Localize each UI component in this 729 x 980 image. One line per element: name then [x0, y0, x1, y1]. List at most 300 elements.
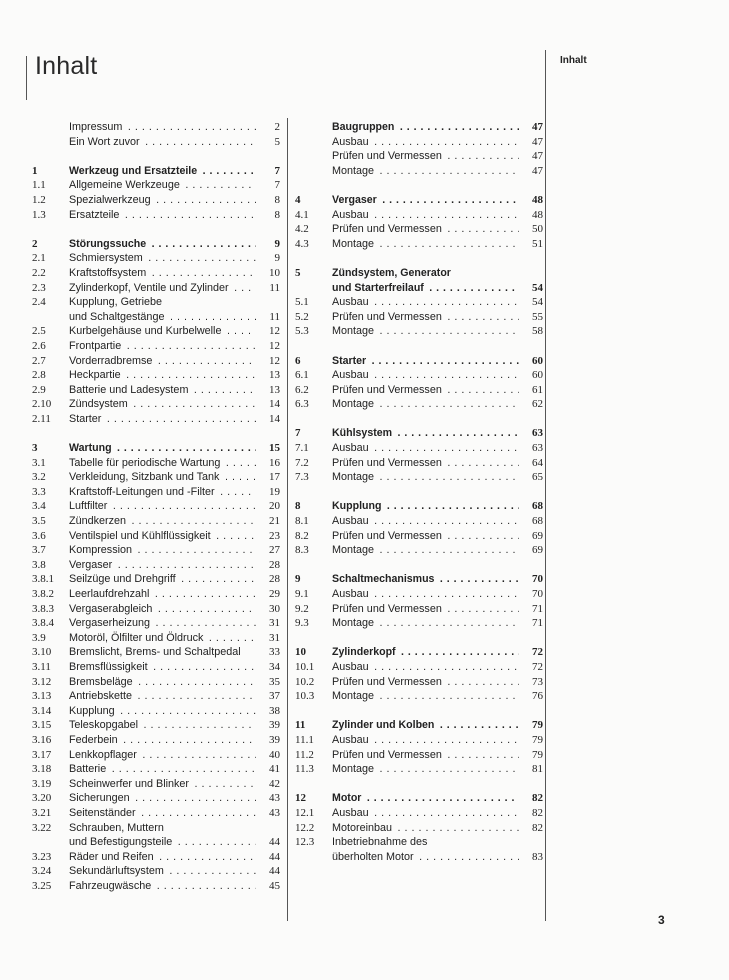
- toc-entry: [295, 499, 543, 514]
- toc-entry-number: 9.2: [295, 602, 309, 615]
- toc-entry-title: [332, 660, 543, 675]
- toc-entry: [32, 558, 280, 573]
- toc-entry-number: 2.10: [32, 398, 52, 411]
- toc-entry-title-text: Ausbau: [332, 588, 369, 600]
- toc-entry-title-text: Störungssuche: [69, 237, 147, 250]
- toc-entry-number: 10: [295, 646, 306, 659]
- toc-entry-title: [69, 718, 280, 733]
- toc-entry: [32, 441, 280, 456]
- toc-entry-title: [332, 835, 543, 850]
- toc-entry-page: 82: [519, 806, 543, 821]
- toc-entry-number: 5.2: [295, 310, 309, 323]
- toc-entry-number: 4.2: [295, 223, 309, 236]
- toc-entry-title: [69, 762, 280, 777]
- toc-entry-title-text: Batterie: [69, 763, 107, 776]
- toc-entry-page: 29: [256, 587, 280, 602]
- toc-entry-number: 11.1: [295, 733, 314, 746]
- toc-entry-number: 12.2: [295, 821, 315, 834]
- toc-entry-title-text: Ersatzteile: [69, 208, 120, 221]
- toc-entry-number: 11: [295, 719, 306, 732]
- toc-entry-page: 50: [519, 222, 543, 237]
- toc-entry-title-text: Zylinderkopf: [332, 646, 396, 659]
- toc-entry: [32, 456, 280, 471]
- toc-entry: [295, 368, 543, 383]
- toc-entry-title-text: Zylinder und Kolben: [332, 719, 435, 732]
- title-divider-line: [26, 56, 27, 100]
- toc-entry: [32, 718, 280, 733]
- toc-entry-title: [69, 295, 280, 310]
- toc-entry-title-text: Kupplung, Getriebe: [69, 296, 163, 309]
- toc-entry-title-text: Ausbau: [332, 296, 369, 309]
- toc-entry-page: 2: [256, 120, 280, 135]
- toc-entry-title: [332, 499, 543, 514]
- toc-entry-title: [69, 266, 280, 281]
- toc-entry-number: 9.3: [295, 617, 309, 630]
- toc-entry: [32, 324, 280, 339]
- toc-entry-title-text: Montage: [332, 617, 375, 630]
- toc-entry-title: [332, 762, 543, 777]
- toc-entry: [295, 383, 543, 398]
- toc-entry-number: 5.1: [295, 296, 309, 309]
- toc-entry-number: 4.1: [295, 208, 309, 221]
- toc-entry-title-text: Ausbau: [332, 442, 369, 455]
- toc-entry-title: [332, 193, 543, 208]
- toc-entry-number: 2.3: [32, 281, 46, 294]
- toc-entry-page: 69: [519, 543, 543, 558]
- toc-entry-title-text: Montage: [332, 544, 375, 557]
- toc-entry: [32, 208, 280, 223]
- toc-entry: [32, 748, 280, 763]
- toc-entry-title-text: Montage: [332, 471, 375, 484]
- toc-entry-number: 9.1: [295, 588, 309, 600]
- toc-entry-title: [332, 120, 543, 135]
- toc-entry-title-text: Starter: [332, 354, 367, 367]
- toc-entry: [32, 821, 280, 836]
- toc-entry: [32, 660, 280, 675]
- toc-entry-number: 3.15: [32, 719, 52, 732]
- toc-entry-page: 28: [256, 558, 280, 573]
- toc-entry-title: [332, 135, 543, 150]
- toc-entry: [32, 266, 280, 281]
- toc-entry-title-text: Montage: [332, 690, 375, 703]
- toc-entry-page: 8: [256, 208, 280, 223]
- toc-entry-title: [332, 441, 543, 456]
- toc-entry-page: 17: [256, 470, 280, 485]
- toc-left-column: [32, 120, 280, 893]
- toc-entry-page: 79: [519, 748, 543, 763]
- toc-entry-page: 28: [256, 572, 280, 587]
- toc-entry-title-text: Antriebskette: [69, 690, 133, 703]
- toc-entry-title-text: Ausbau: [332, 806, 369, 819]
- toc-entry-title: [69, 777, 280, 792]
- toc-entry: [295, 164, 543, 179]
- toc-entry-number: 3.18: [32, 763, 52, 776]
- toc-entry-title-text: Scheinwerfer und Blinker: [69, 777, 190, 790]
- toc-entry-page: 63: [519, 426, 543, 441]
- toc-entry-title-text: Heckpartie: [69, 369, 121, 382]
- toc-entry-number: 3.8.1: [32, 573, 54, 586]
- toc-entry-title-text: Kupplung: [69, 704, 115, 717]
- toc-entry-title-text: Sicherungen: [69, 792, 130, 805]
- toc-entry-title-text: Vergaser: [69, 558, 113, 571]
- toc-entry-title: [69, 631, 280, 646]
- toc-entry: [295, 193, 543, 208]
- toc-entry-number: 3.8.2: [32, 588, 54, 600]
- toc-entry-title: [69, 602, 280, 617]
- toc-entry-title: [332, 806, 543, 821]
- toc-entry-number: 3.10: [32, 646, 52, 659]
- toc-entry-title: [69, 850, 280, 865]
- toc-entry-title: [69, 120, 280, 135]
- toc-entry: [295, 120, 543, 135]
- toc-entry-title: [69, 485, 280, 500]
- toc-entry-title: [332, 208, 543, 223]
- toc-entry-title-text: Allgemeine Werkzeuge: [69, 179, 180, 192]
- toc-entry-number: 5.3: [295, 325, 309, 338]
- toc-entry-page: 20: [256, 499, 280, 514]
- toc-entry-title-text: Vorderradbremse: [69, 354, 153, 367]
- toc-entry-title: [69, 456, 280, 471]
- toc-entry-page: 47: [519, 135, 543, 150]
- toc-entry-title-text: Vergaserheizung: [69, 617, 151, 630]
- toc-entry-title-text: Zylinderkopf, Ventile und Zylinder: [69, 281, 229, 294]
- toc-entry-title: [69, 499, 280, 514]
- toc-entry-page: 44: [256, 864, 280, 879]
- toc-entry-number: 3.8.4: [32, 617, 54, 630]
- toc-entry-number: 7.3: [295, 471, 309, 484]
- toc-entry-title: [69, 645, 280, 660]
- toc-entry-number: 1: [32, 164, 38, 177]
- toc-entry-title: [332, 645, 543, 660]
- toc-entry-title: [332, 456, 543, 471]
- toc-entry-title-text: Kühlsystem: [332, 427, 393, 440]
- toc-entry: [295, 237, 543, 252]
- toc-entry-title: [69, 178, 280, 193]
- toc-entry: [32, 295, 280, 310]
- toc-entry: [295, 470, 543, 485]
- toc-entry: [295, 791, 543, 806]
- toc-entry-title-text: Leerlaufdrehzahl: [69, 588, 150, 600]
- toc-entry-number: 2.6: [32, 339, 46, 352]
- toc-entry-title-text: Montage: [332, 763, 375, 776]
- toc-entry-title: [332, 368, 543, 383]
- toc-entry-title: [332, 237, 543, 252]
- toc-entry-title-text: Federbein: [69, 733, 118, 746]
- toc-entry-title-text: Motor: [332, 792, 362, 805]
- toc-entry-page: 11: [256, 281, 280, 296]
- toc-entry-title-text: Tabelle für periodische Wartung: [69, 456, 221, 469]
- toc-entry-title-text: Ausbau: [332, 135, 369, 148]
- toc-entry-number: 3.14: [32, 704, 52, 717]
- toc-entry-title: [69, 616, 280, 631]
- toc-entry-title-text: Baugruppen: [332, 121, 395, 133]
- toc-entry-title-text: Ausbau: [332, 369, 369, 382]
- toc-entry-page: 8: [256, 193, 280, 208]
- toc-entry: [295, 324, 543, 339]
- toc-entry-title-text: Zündsystem: [69, 398, 128, 411]
- toc-entry: [295, 529, 543, 544]
- toc-entry-title-text: Zündsystem, Generator: [332, 266, 451, 279]
- toc-entry-title-text: Prüfen und Vermessen: [332, 748, 442, 761]
- toc-entry-number: 1.2: [32, 193, 46, 206]
- toc-entry: [32, 762, 280, 777]
- toc-entry-number: 3.4: [32, 500, 46, 513]
- toc-entry-title-text: Kompression: [69, 544, 133, 557]
- toc-entry-title: [332, 748, 543, 763]
- toc-entry-title-text: Batterie und Ladesystem: [69, 383, 189, 396]
- toc-entry-page: 9: [256, 251, 280, 266]
- toc-entry-page: 13: [256, 368, 280, 383]
- toc-right-column: [295, 120, 543, 864]
- toc-entry-title: [69, 660, 280, 675]
- toc-entry-page: 58: [519, 324, 543, 339]
- toc-entry-page: 62: [519, 397, 543, 412]
- toc-entry-page: 51: [519, 237, 543, 252]
- toc-entry-page: 34: [256, 660, 280, 675]
- toc-entry-title: [69, 368, 280, 383]
- toc-entry: [32, 397, 280, 412]
- toc-entry: [32, 675, 280, 690]
- toc-entry-title: [332, 733, 543, 748]
- toc-entry-title-text: Ausbau: [332, 515, 369, 528]
- toc-entry-title: [69, 748, 280, 763]
- toc-entry-number: 3.1: [32, 456, 46, 469]
- toc-entry-page: 81: [519, 762, 543, 777]
- toc-entry-title: [69, 543, 280, 558]
- toc-entry: [295, 354, 543, 369]
- toc-entry-number: 3.24: [32, 865, 52, 878]
- toc-entry-title: [332, 426, 543, 441]
- toc-entry-title: [332, 149, 543, 164]
- toc-entry-title: [69, 675, 280, 690]
- toc-entry-title: [332, 514, 543, 529]
- toc-entry-page: 44: [256, 835, 280, 850]
- toc-entry-number: 3.7: [32, 544, 46, 557]
- toc-entry-title-text: und Befestigungsteile: [69, 836, 173, 849]
- toc-entry-page: 13: [256, 383, 280, 398]
- toc-entry-title-text: überholten Motor: [332, 850, 414, 863]
- toc-entry-title-text: Prüfen und Vermessen: [332, 150, 442, 163]
- page-title: Inhalt: [35, 52, 98, 80]
- toc-entry: [295, 572, 543, 587]
- toc-entry-page: 38: [256, 704, 280, 719]
- toc-entry-number: 1.1: [32, 179, 46, 192]
- toc-entry-page: 16: [256, 456, 280, 471]
- toc-entry: [32, 777, 280, 792]
- toc-entry-page: 83: [519, 850, 543, 865]
- toc-entry: [295, 149, 543, 164]
- toc-entry-page: 39: [256, 733, 280, 748]
- toc-entry-number: 8.2: [295, 529, 309, 542]
- toc-entry-page: 76: [519, 689, 543, 704]
- toc-entry-number: 2.9: [32, 383, 46, 396]
- toc-entry: [32, 864, 280, 879]
- toc-entry: [32, 368, 280, 383]
- toc-entry: [295, 660, 543, 675]
- toc-entry-number: 7.1: [295, 442, 309, 455]
- toc-entry-number: 2.7: [32, 354, 46, 367]
- toc-entry-page: 41: [256, 762, 280, 777]
- toc-entry-number: 6: [295, 354, 301, 367]
- toc-entry-number: 3: [32, 442, 38, 455]
- toc-entry: [32, 281, 280, 296]
- margin-divider-line: [545, 50, 546, 921]
- toc-entry: [32, 733, 280, 748]
- toc-entry-page: 40: [256, 748, 280, 763]
- toc-entry: [295, 645, 543, 660]
- toc-entry-page: 15: [256, 441, 280, 456]
- toc-entry-title: [69, 558, 280, 573]
- toc-entry-title-text: Inbetriebnahme des: [332, 836, 428, 849]
- toc-entry-title-text: Ausbau: [332, 208, 369, 221]
- toc-entry-page: 72: [519, 645, 543, 660]
- toc-entry-title-text: Kurbelgehäuse und Kurbelwelle: [69, 325, 222, 338]
- toc-entry-title: [332, 675, 543, 690]
- toc-entry: [295, 208, 543, 223]
- toc-entry-title: [69, 208, 280, 223]
- toc-entry-title-text: Prüfen und Vermessen: [332, 456, 442, 469]
- toc-entry-page: 70: [519, 587, 543, 602]
- toc-entry-title: [69, 237, 280, 252]
- toc-entry-number: 3.19: [32, 777, 52, 790]
- toc-entry: [32, 806, 280, 821]
- toc-entry-page: 61: [519, 383, 543, 398]
- toc-entry-number: 6.1: [295, 369, 309, 382]
- toc-entry-number: 4: [295, 193, 301, 206]
- toc-entry-title: [69, 324, 280, 339]
- toc-entry-title-text: Schrauben, Muttern: [69, 821, 164, 834]
- toc-entry: [295, 543, 543, 558]
- toc-entry-title-text: Kraftstoffsystem: [69, 266, 147, 279]
- toc-entry-title-text: Prüfen und Vermessen: [332, 310, 442, 323]
- toc-entry: [295, 514, 543, 529]
- toc-entry-page: 7: [256, 164, 280, 179]
- toc-entry-number: 3.5: [32, 515, 46, 528]
- toc-entry-title-text: Impressum: [69, 121, 123, 133]
- toc-entry-title: [332, 470, 543, 485]
- toc-entry-number: 3.21: [32, 806, 52, 819]
- toc-entry-number: 10.2: [295, 675, 315, 688]
- toc-entry: [32, 850, 280, 865]
- toc-entry-number: 6.2: [295, 383, 309, 396]
- toc-entry: [295, 441, 543, 456]
- toc-entry: [32, 164, 280, 179]
- toc-entry-title-text: Seilzüge und Drehgriff: [69, 573, 176, 586]
- toc-entry: [32, 251, 280, 266]
- toc-entry-title: [332, 616, 543, 631]
- toc-entry: [32, 412, 280, 427]
- toc-entry: [32, 485, 280, 500]
- toc-entry-page: 33: [256, 645, 280, 660]
- toc-entry-page: 54: [519, 281, 543, 296]
- toc-entry-page: 71: [519, 602, 543, 617]
- toc-entry-page: 45: [256, 879, 280, 894]
- toc-entry-title-text: Räder und Reifen: [69, 850, 154, 863]
- toc-entry-title-text: Werkzeug und Ersatzteile: [69, 164, 198, 177]
- toc-entry-page: 44: [256, 850, 280, 865]
- toc-entry-page: 82: [519, 821, 543, 836]
- toc-entry-page: 42: [256, 777, 280, 792]
- toc-entry-title-text: Lenkkopflager: [69, 748, 137, 761]
- toc-entry-title-text: Bremsflüssigkeit: [69, 660, 148, 673]
- toc-entry-number: 3.13: [32, 690, 52, 703]
- toc-entry-title-text: Frontpartie: [69, 339, 122, 352]
- toc-entry-title: [69, 572, 280, 587]
- toc-entry-number: 5: [295, 266, 301, 279]
- toc-entry-title-text: und Schaltgestänge: [69, 310, 165, 323]
- toc-entry-number: 2.2: [32, 266, 46, 279]
- toc-entry-number: 1.3: [32, 208, 46, 221]
- toc-entry-title: [69, 135, 280, 150]
- toc-entry-number: 2.5: [32, 325, 46, 338]
- toc-entry-title: [69, 354, 280, 369]
- toc-entry: [32, 120, 280, 135]
- toc-entry-page: 30: [256, 602, 280, 617]
- toc-entry-title-text: Vergaser: [332, 193, 377, 206]
- toc-entry-number: 11.3: [295, 763, 314, 776]
- toc-entry-title-text: Vergaserabgleich: [69, 602, 153, 615]
- toc-entry-page: 69: [519, 529, 543, 544]
- toc-entry-title: [332, 295, 543, 310]
- toc-entry-title-text: Bremsbeläge: [69, 675, 133, 688]
- toc-entry: [32, 704, 280, 719]
- running-header: Inhalt: [560, 55, 587, 66]
- toc-entry-page: 47: [519, 120, 543, 135]
- toc-entry-title: [69, 879, 280, 894]
- toc-entry-number: 10.3: [295, 690, 315, 703]
- toc-entry-page: 47: [519, 164, 543, 179]
- column-divider-line: [287, 118, 288, 921]
- toc-entry-page: 9: [256, 237, 280, 252]
- toc-entry-title: [332, 718, 543, 733]
- toc-entry-title-text: Montage: [332, 164, 375, 177]
- toc-entry-title: [332, 821, 543, 836]
- toc-entry-title: [69, 441, 280, 456]
- toc-entry-page: 70: [519, 572, 543, 587]
- toc-entry: [295, 718, 543, 733]
- toc-entry-title: [69, 383, 280, 398]
- toc-entry-title: [332, 602, 543, 617]
- toc-entry-title: [332, 324, 543, 339]
- toc-entry: [295, 835, 543, 850]
- toc-entry-number: 2.8: [32, 369, 46, 382]
- toc-entry-page: 47: [519, 149, 543, 164]
- toc-entry: [295, 222, 543, 237]
- toc-entry-page: 37: [256, 689, 280, 704]
- toc-entry-title-text: Kupplung: [332, 500, 382, 513]
- toc-entry: [295, 675, 543, 690]
- toc-entry-title-text: Bremslicht, Brems- und Schaltpedal: [69, 646, 241, 659]
- toc-entry-page: 11: [256, 310, 280, 325]
- toc-entry-title-text: Prüfen und Vermessen: [332, 602, 442, 615]
- toc-entry: [32, 354, 280, 369]
- toc-entry: [32, 383, 280, 398]
- toc-entry-page: 60: [519, 354, 543, 369]
- toc-entry: [32, 310, 280, 325]
- toc-entry: [32, 835, 280, 850]
- toc-entry: [295, 587, 543, 602]
- toc-entry-page: 39: [256, 718, 280, 733]
- toc-entry-title: [332, 397, 543, 412]
- toc-entry-number: 3.16: [32, 733, 52, 746]
- toc-entry-number: 12: [295, 792, 306, 805]
- toc-entry-page: 71: [519, 616, 543, 631]
- toc-entry-number: 3.2: [32, 471, 46, 484]
- toc-entry-title-text: Ausbau: [332, 660, 369, 673]
- toc-entry-page: 68: [519, 514, 543, 529]
- toc-entry-title-text: und Starterfreilauf: [332, 281, 424, 294]
- toc-entry-number: 3.8.3: [32, 602, 54, 615]
